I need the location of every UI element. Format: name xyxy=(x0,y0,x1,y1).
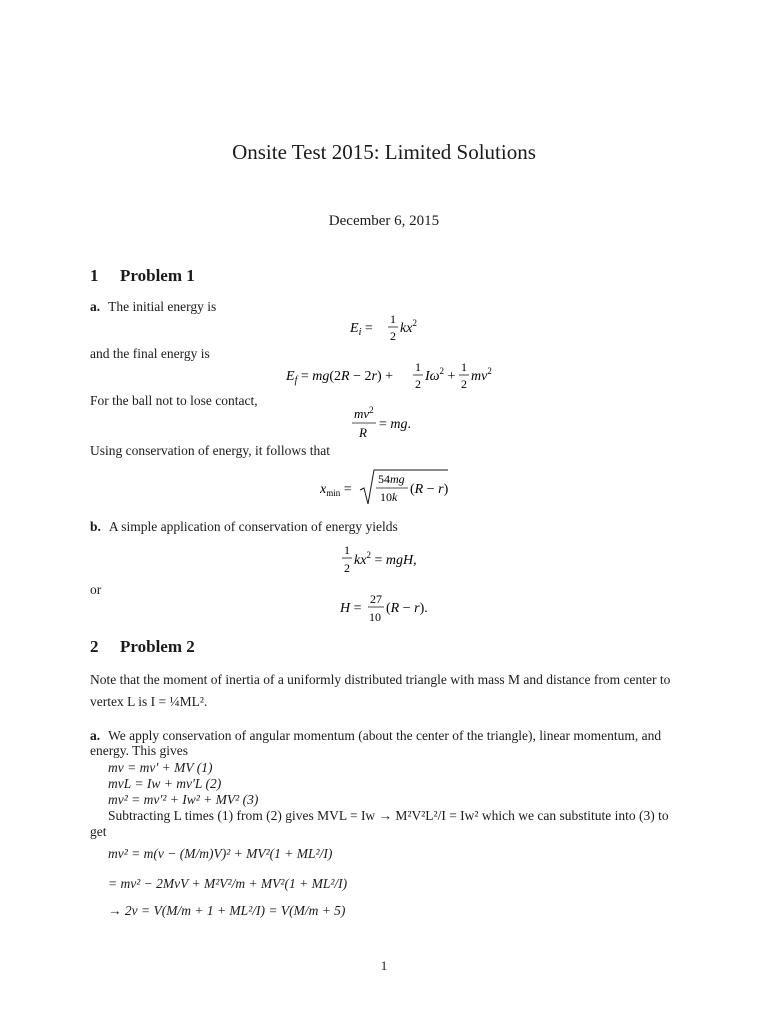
svg-text:1: 1 xyxy=(415,360,421,374)
svg-text:1: 1 xyxy=(344,543,350,557)
svg-text:Iω2 +: $I\omega^2$ + xyxy=(425,366,456,384)
p2-a-intro xyxy=(90,728,685,758)
part-text: We apply conservation of angular momentum (about the center of the triangle), linear momentum, and energy. This gives xyxy=(90,728,662,758)
svg-text:Ei =: $E_i$ = xyxy=(350,321,373,338)
svg-text:(R − r).: (R − r). xyxy=(386,601,428,616)
p1-a-intro xyxy=(90,299,216,315)
equation-momentum-1: mv = mv′ + MV (1) xyxy=(108,760,213,775)
section-heading-2 xyxy=(90,637,195,657)
equation-xmin xyxy=(320,466,455,508)
svg-text:10: 10 xyxy=(369,610,381,624)
equation-initial-energy xyxy=(350,310,430,346)
svg-text:1: 1 xyxy=(461,360,467,374)
paper-title: Onsite Test 2015: Limited Solutions xyxy=(232,140,536,164)
equation-b2 xyxy=(340,590,435,628)
equation-b1 xyxy=(342,542,432,578)
svg-text:27: 27 xyxy=(370,592,382,606)
equation-momentum-2: mvL = Iw + mv′L (2) xyxy=(108,776,222,791)
svg-text:kx2 = mgH,: $kx^2$ = mgH, xyxy=(354,550,417,568)
svg-text:2: 2 xyxy=(390,329,396,343)
svg-text:R: R xyxy=(359,425,367,440)
svg-text:54mg: 54mg xyxy=(378,472,405,486)
paper-date: December 6, 2015 xyxy=(328,213,440,229)
svg-text:1: 1 xyxy=(390,312,396,326)
svg-text:2: 2 xyxy=(461,377,467,391)
p2-subtract-text: Subtracting L times (1) from (2) gives MVL = Iw → M²V²L²/I = Iw² which we can substitute into (3) to get xyxy=(90,808,669,839)
svg-text:xmin =: $x_{min}$ = xyxy=(320,482,352,498)
equation-contact xyxy=(352,404,422,442)
equation-step-5: = mv² − 2MvV + M²V²/m + MV²(1 + ML²/I) xyxy=(108,876,348,891)
svg-text:mv2: $mv^2$ xyxy=(354,405,374,421)
svg-text:(R − r): (R − r) xyxy=(410,482,449,497)
section-heading-1 xyxy=(90,266,195,286)
section-number: 2 xyxy=(90,637,99,656)
svg-text:mv2: $mv^2$ xyxy=(471,366,492,384)
svg-text:Ef = mg(2R − 2r) +: $E_f = mg(2R - 2r)$ + xyxy=(286,369,394,386)
p2-intro: Note that the moment of inertia of a uniformly distributed triangle with mass M and distance from center to vertex L is I = ¼ML². xyxy=(90,672,671,709)
svg-text:10k: 10k xyxy=(380,490,398,504)
equation-step-6: → 2v = V(M/m + 1 + ML²/I) = V(M/m + 5) xyxy=(108,903,346,918)
p1-b-intro xyxy=(90,519,398,535)
equation-step-4: mv² = m(v − (M/m)V)² + MV²(1 + ML²/I) xyxy=(108,846,333,861)
part-text: A simple application of conservation of energy yields xyxy=(108,519,398,534)
p1-final-text: and the final energy is xyxy=(90,346,210,361)
page-number: 1 xyxy=(380,958,388,973)
svg-text:kx2: $kx^2$ xyxy=(400,318,417,336)
part-text: The initial energy is xyxy=(108,299,217,314)
section-title: Problem 1 xyxy=(120,266,195,285)
svg-text:= mg.: = mg. xyxy=(379,417,412,432)
part-label: a. xyxy=(90,299,101,314)
equation-final-energy xyxy=(286,358,496,394)
svg-text:H =: H = xyxy=(340,601,362,616)
section-number: 1 xyxy=(90,266,99,285)
p1-contact-text: For the ball not to lose contact, xyxy=(90,393,258,408)
p1-conservation-text: Using conservation of energy, it follows that xyxy=(90,443,330,458)
equation-energy-3: mv² = mv′² + Iw² + MV² (3) xyxy=(108,792,259,807)
part-label: a. xyxy=(90,728,101,743)
part-label: b. xyxy=(90,519,101,534)
svg-text:2: 2 xyxy=(344,561,350,575)
p1-or-text: or xyxy=(90,582,102,597)
section-title: Problem 2 xyxy=(120,637,195,656)
svg-text:2: 2 xyxy=(415,377,421,391)
